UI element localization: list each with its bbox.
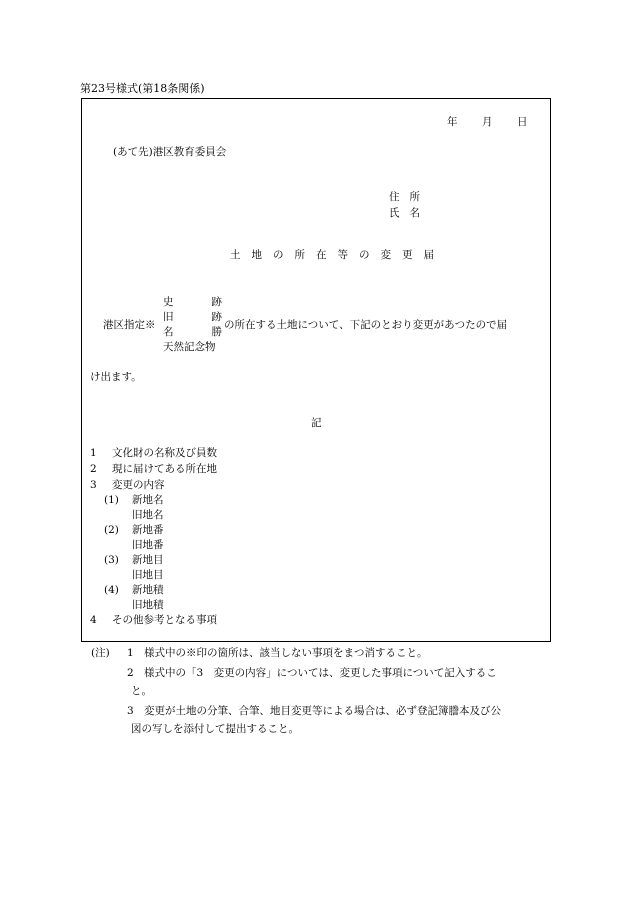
applicant-address-label xyxy=(389,192,420,203)
form-title xyxy=(230,250,445,261)
note-3-num: 3 xyxy=(127,705,134,717)
designation-option-tennen: 天然記念物 xyxy=(163,341,216,353)
address-char-2: 所 xyxy=(409,191,420,203)
title-char-3: の xyxy=(273,249,284,261)
item-4: 4 その他参考となる事項 xyxy=(90,614,217,626)
title-char-9: 更 xyxy=(402,249,413,261)
date-month-label: 月 xyxy=(482,116,493,128)
sub-item-4-new: 新地積 xyxy=(132,584,164,596)
item-1: 1 文化財の名称及び員数 xyxy=(90,447,217,459)
sub-item-1-num: (1) xyxy=(104,494,119,506)
name-char-2: 名 xyxy=(409,207,420,219)
title-char-5: 在 xyxy=(316,249,327,261)
sub-item-2-num: (2) xyxy=(104,524,119,536)
designation-option-kyuseki: 旧 跡 xyxy=(163,311,222,323)
sub-item-4-old: 旧地積 xyxy=(132,599,164,611)
title-char-4: 所 xyxy=(294,249,305,261)
addressee: (あて先)港区教育委員会 xyxy=(113,146,227,158)
note-2-line2: と。 xyxy=(131,685,152,697)
form-number: 第23号様式(第18条関係) xyxy=(80,82,205,95)
item-2: 2 現に届けてある所在地 xyxy=(90,463,217,475)
designation-body-line: の所在する土地について、下記のとおり変更があつたので届 xyxy=(224,319,508,331)
notes-label: (注) xyxy=(91,647,110,659)
date-day-label: 日 xyxy=(517,116,528,128)
ki-label: 記 xyxy=(311,417,322,429)
title-char-7: の xyxy=(359,249,370,261)
note-1-num: 1 xyxy=(127,647,134,659)
note-2-num: 2 xyxy=(127,667,134,679)
sub-item-4-num: (4) xyxy=(104,584,119,596)
sub-item-2-new: 新地番 xyxy=(132,524,164,536)
title-char-1: 土 xyxy=(230,249,241,261)
designation-option-shiseki: 史 跡 xyxy=(163,296,222,308)
designation-prefix: 港区指定※ xyxy=(103,319,156,331)
title-char-8: 変 xyxy=(380,249,391,261)
sub-item-2-old: 旧地番 xyxy=(132,539,164,551)
applicant-name-label xyxy=(389,208,420,219)
address-char-1: 住 xyxy=(389,191,400,203)
title-char-10: 届 xyxy=(423,249,434,261)
designation-option-meisho: 名 勝 xyxy=(163,326,222,338)
title-char-6: 等 xyxy=(337,249,348,261)
sub-item-3-new: 新地目 xyxy=(132,554,164,566)
note-2-line1: 様式中の「3 変更の内容」については、変更した事項について記入するこ xyxy=(144,667,497,679)
sub-item-3-num: (3) xyxy=(104,554,119,566)
sub-item-3-old: 旧地目 xyxy=(132,569,164,581)
item-3: 3 変更の内容 xyxy=(90,479,165,491)
date-year-label: 年 xyxy=(447,116,458,128)
note-3-line2: 図の写しを添付して提出すること。 xyxy=(131,723,299,735)
sub-item-1-new: 新地名 xyxy=(132,494,164,506)
name-char-1: 氏 xyxy=(389,207,400,219)
note-1-text: 様式中の※印の箇所は、該当しない事項をまつ消すること。 xyxy=(144,647,428,659)
title-char-2: 地 xyxy=(251,249,262,261)
designation-continuation: け出ます。 xyxy=(90,371,142,383)
note-3-line1: 変更が土地の分筆、合筆、地目変更等による場合は、必ず登記簿謄本及び公 xyxy=(144,705,501,717)
sub-item-1-old: 旧地名 xyxy=(132,509,164,521)
